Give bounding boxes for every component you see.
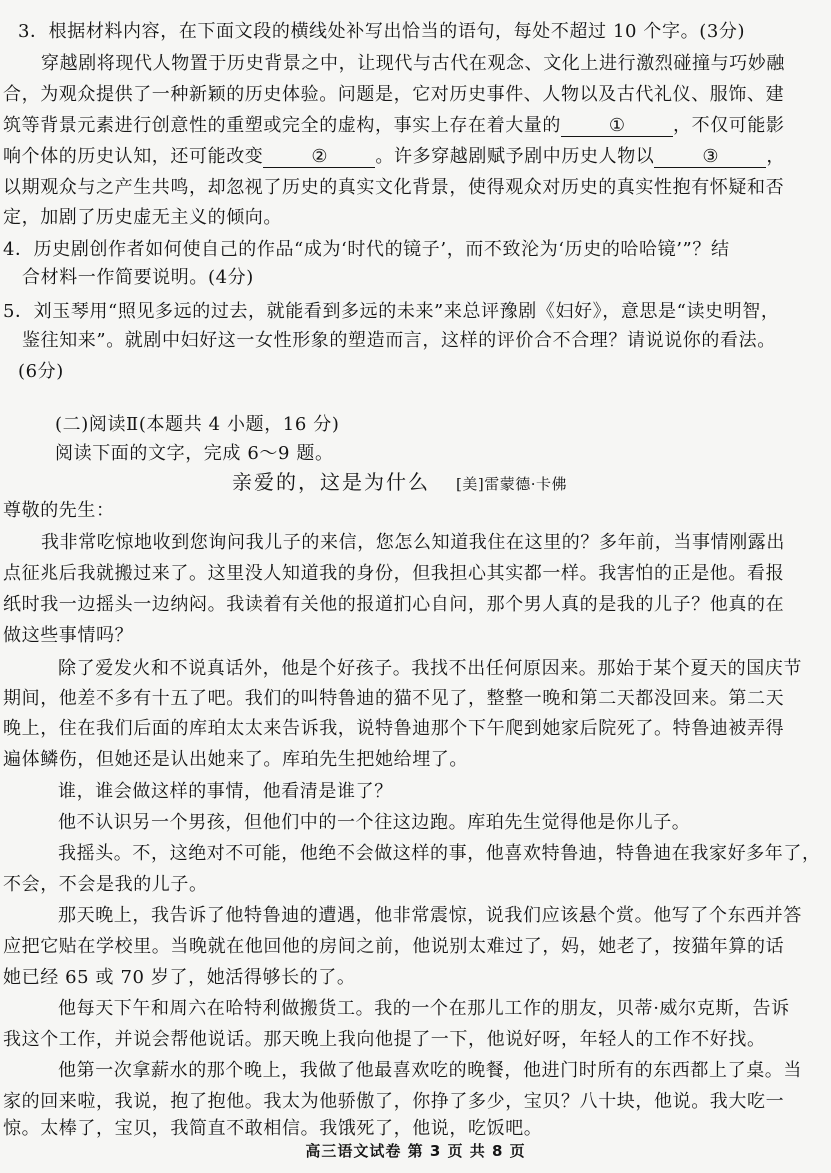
passage-line: 以期观众与之产生共鸣，却忽视了历史的真实文化背景，使得观众对历史的真实性抱有怀疑和否 [3, 177, 785, 198]
blank-1[interactable]: ① [561, 116, 673, 137]
passage-author: [美]雷蒙德·卡佛 [456, 475, 567, 493]
paragraph-line: 应把它贴在学校里。当晚就在他回他的房间之前，他说别太难过了，妈，她老了，按猫年算的话 [3, 936, 785, 957]
paragraph-line: 做这些事情吗？ [3, 625, 134, 646]
question-4-prompt: 4．历史剧创作者如何使自己的作品“成为‘时代的镜子’，而不致沦为‘历史的哈哈镜’”？结 [3, 239, 730, 260]
paragraph-line: 那天晚上，我告诉了他特鲁迪的遭遇，他非常震惊，说我们应该悬个赏。他写了个东西并答 [58, 905, 802, 926]
passage-line [3, 146, 785, 168]
question-5-prompt: 鉴往知来”。就剧中妇好这一女性形象的塑造而言，这样的评价合不合理？请说说你的看法。 [22, 330, 776, 351]
blank-3[interactable]: ③ [654, 147, 766, 168]
passage-text: 。许多穿越剧赋予剧中历史人物以 [375, 146, 655, 167]
passage-line: 合，为观众提供了一种新颖的历史体验。问题是，它对历史事件、人物以及古代礼仪、服饰、建 [3, 84, 785, 105]
passage-line: 穿越剧将现代人物置于历史背景之中，让现代与古代在观念、文化上进行激烈碰撞与巧妙融 [41, 53, 785, 74]
passage-title-line [232, 471, 567, 495]
question-3-prompt: 3．根据材料内容，在下面文段的横线处补写出恰当的语句，每处不超过 10 个字。(3分) [18, 21, 746, 42]
paragraph-line: 我这个工作，并说会帮他说话。那天晚上我向他提了一下，他说好呀，年轻人的工作不好找。 [3, 1029, 766, 1050]
passage-title: 亲爱的，这是为什么 [232, 470, 430, 494]
paragraph-line: 他第一次拿薪水的那个晚上，我做了他最喜欢吃的晚餐，他进门时所有的东西都上了桌。当 [58, 1060, 802, 1081]
paragraph-line: 我非常吃惊地收到您询问我儿子的来信，您怎么知道我住在这里的？多年前，当事情刚露出 [41, 532, 785, 553]
question-5-prompt: 5．刘玉琴用“照见多远的过去，就能看到多远的未来”来总评豫剧《妇好》，意思是“读史明智， [3, 301, 780, 322]
paragraph-line: 除了爱发火和不说真话外，他是个好孩子。我找不出任何原因来。那始于某个夏天的国庆节 [58, 658, 802, 679]
blank-2[interactable]: ② [263, 147, 375, 168]
paragraph-line: 惊。太棒了，宝贝，我简直不敢相信。我饿死了，他说，吃饭吧。 [3, 1118, 543, 1139]
passage-line [3, 115, 785, 137]
question-4-prompt: 合材料一作简要说明。(4分) [22, 267, 254, 288]
paragraph-line: 纸时我一边摇头一边纳闷。我读着有关他的报道扪心自问，那个男人真的是我的儿子？他真的在 [3, 594, 785, 615]
paragraph-line: 家的回来啦，我说，抱了抱他。我太为他骄傲了，你挣了多少，宝贝？八十块，他说。我大吃一 [3, 1091, 785, 1112]
paragraph-line: 她已经 65 或 70 岁了，她活得够长的了。 [3, 967, 356, 988]
letter-salutation: 尊敬的先生： [3, 500, 115, 521]
paragraph-line: 谁，谁会做这样的事情，他看清是谁了？ [58, 781, 393, 802]
paragraph-line: 期间，他差不多有十五了吧。我们的叫特鲁迪的猫不见了，整整一晚和第二天都没回来。第二天 [3, 688, 785, 709]
passage-text: 筑等背景元素进行创意性的重塑或完全的虚构，事实上存在着大量的 [3, 115, 561, 136]
paragraph-line: 我摇头。不，这绝对不可能，他绝不会做这样的事，他喜欢特鲁迪，特鲁迪在我家好多年了， [58, 843, 821, 864]
paragraph-line: 遍体鳞伤，但她还是认出她来了。库珀先生把她给埋了。 [3, 749, 468, 770]
section-heading: (二)阅读Ⅱ(本题共 4 小题，16 分) [55, 414, 340, 435]
paragraph-line: 他每天下午和周六在哈特利做搬货工。我的一个在那儿工作的朋友，贝蒂·威尔克斯，告诉 [58, 998, 790, 1019]
passage-text: ，不仅可能影 [673, 115, 785, 136]
question-5-points: (6分) [18, 361, 64, 382]
paragraph-line: 他不认识另一个男孩，但他们中的一个往这边跑。库珀先生觉得他是你儿子。 [58, 812, 691, 833]
section-instruction: 阅读下面的文字，完成 6～9 题。 [55, 443, 334, 464]
paragraph-line: 晚上，住在我们后面的库珀太太来告诉我，说特鲁迪那个下午爬到她家后院死了。特鲁迪被弄得 [3, 718, 785, 739]
paragraph-line: 点征兆后我就搬过来了。这里没人知道我的身份，但我担心其实都一样。我害怕的正是他。看报 [3, 563, 785, 584]
paragraph-line: 不会，不会是我的儿子。 [3, 874, 208, 895]
page-footer: 高三语文试卷 第 3 页 共 8 页 [305, 1142, 526, 1160]
passage-text: ， [766, 146, 786, 167]
passage-line: 定，加剧了历史虚无主义的倾向。 [3, 207, 282, 228]
passage-text: 响个体的历史认知，还可能改变 [3, 146, 264, 167]
